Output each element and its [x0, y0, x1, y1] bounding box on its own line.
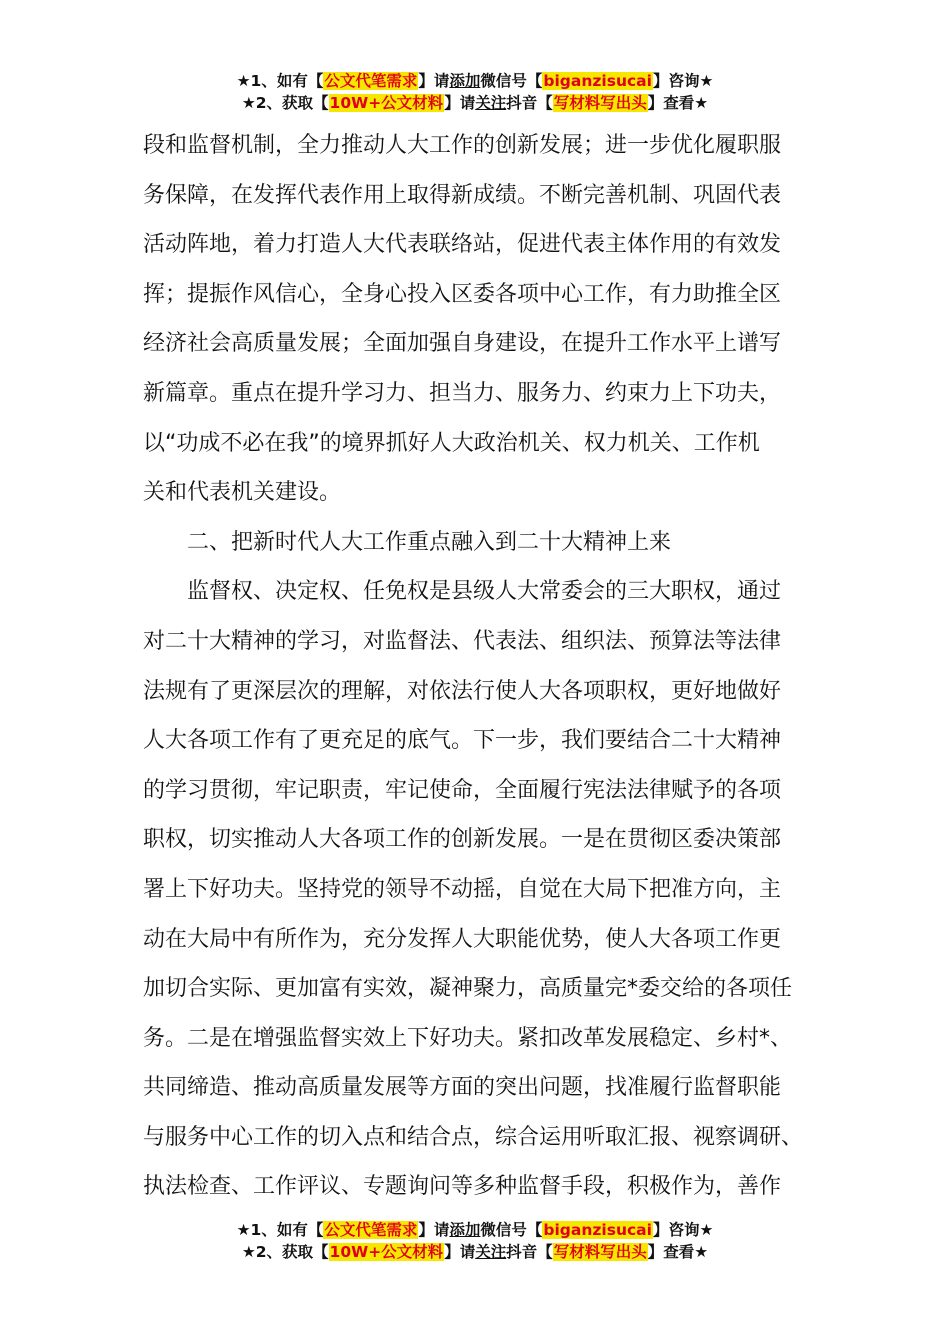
body-line: 人大各项工作有了更充足的底气。下一步，我们要结合二十大精神 [143, 728, 782, 754]
body-line: 动在大局中有所作为，充分发挥人大职能优势，使人大各项工作更 [143, 926, 782, 952]
banner-line-1 [0, 1219, 950, 1241]
banner-text: 】咨询★ [652, 1221, 714, 1239]
body-line: 新篇章。重点在提升学习力、担当力、服务力、约束力上下功夫， [143, 380, 782, 406]
banner-text: 抖音【 [506, 94, 553, 112]
body-line: 活动阵地，着力打造人大代表联络站，促进代表主体作用的有效发 [143, 232, 782, 258]
banner-text: ★1、如有【 [236, 1221, 324, 1239]
banner-text: 】请 [444, 1243, 476, 1261]
banner-text: ★1、如有【 [236, 72, 324, 90]
body-line: 监督权、决定权、任免权是县级人大常委会的三大职权，通过 [187, 579, 782, 605]
body-line: 执法检查、工作评议、专题询问等多种监督手段，积极作为，善作 [143, 1174, 782, 1200]
banner-text: 抖音【 [506, 1243, 553, 1261]
banner-underline: 添加 [449, 72, 481, 90]
footer-banner [0, 1219, 950, 1263]
highlight-douyin-account: 写材料写出头 [553, 94, 647, 112]
body-line: 关和代表机关建设。 [143, 480, 342, 506]
banner-text: 】请 [418, 72, 450, 90]
section-heading: 二、把新时代人大工作重点融入到二十大精神上来 [187, 529, 672, 555]
highlight-materials: 10W+公文材料 [329, 1243, 444, 1261]
banner-line-1 [0, 70, 950, 92]
banner-underline: 添加 [449, 1221, 481, 1239]
body-line: 共同缔造、推动高质量发展等方面的突出问题，找准履行监督职能 [143, 1075, 782, 1101]
highlight-service: 公文代笔需求 [324, 72, 418, 90]
body-line: 职权，切实推动人大各项工作的创新发展。一是在贯彻区委决策部 [143, 827, 782, 853]
body-line: 法规有了更深层次的理解，对依法行使人大各项职权，更好地做好 [143, 678, 782, 704]
header-banner [0, 70, 950, 114]
banner-text: 】查看★ [647, 94, 709, 112]
banner-text: 微信号【 [480, 72, 543, 90]
highlight-service: 公文代笔需求 [324, 1221, 418, 1239]
body-line: 对二十大精神的学习，对监督法、代表法、组织法、预算法等法律 [143, 628, 782, 654]
body-line: 务。二是在增强监督实效上下好功夫。紧扣改革发展稳定、乡村*、 [143, 1025, 793, 1051]
banner-text: 】咨询★ [652, 72, 714, 90]
banner-underline: 关注 [475, 94, 507, 112]
body-line: 的学习贯彻，牢记职责，牢记使命，全面履行宪法法律赋予的各项 [143, 777, 782, 803]
highlight-douyin-account: 写材料写出头 [553, 1243, 647, 1261]
highlight-wechat-id: biganzisucai [543, 1221, 652, 1239]
highlight-materials: 10W+公文材料 [329, 94, 444, 112]
document-body [143, 121, 815, 1212]
banner-line-2 [0, 92, 950, 114]
banner-text: 微信号【 [480, 1221, 543, 1239]
highlight-wechat-id: biganzisucai [543, 72, 652, 90]
body-line: 经济社会高质量发展；全面加强自身建设，在提升工作水平上谱写 [143, 331, 782, 357]
body-line: 挥；提振作风信心，全身心投入区委各项中心工作，有力助推全区 [143, 281, 782, 307]
body-line: 署上下好功夫。坚持党的领导不动摇，自觉在大局下把准方向，主 [143, 876, 782, 902]
banner-text: 】请 [418, 1221, 450, 1239]
body-line: 以“功成不必在我”的境界抓好人大政治机关、权力机关、工作机 [143, 430, 760, 456]
banner-underline: 关注 [475, 1243, 507, 1261]
banner-text: ★2、获取【 [241, 1243, 329, 1261]
banner-text: 】请 [444, 94, 476, 112]
banner-text: ★2、获取【 [241, 94, 329, 112]
banner-line-2 [0, 1241, 950, 1263]
body-line: 段和监督机制，全力推动人大工作的创新发展；进一步优化履职服 [143, 133, 782, 158]
body-line: 务保障，在发挥代表作用上取得新成绩。不断完善机制、巩固代表 [143, 182, 782, 208]
body-line: 加切合实际、更加富有实效，凝神聚力，高质量完*委交给的各项任 [143, 976, 793, 1002]
banner-text: 】查看★ [647, 1243, 709, 1261]
body-line: 与服务中心工作的切入点和结合点，综合运用听取汇报、视察调研、 [143, 1124, 804, 1150]
